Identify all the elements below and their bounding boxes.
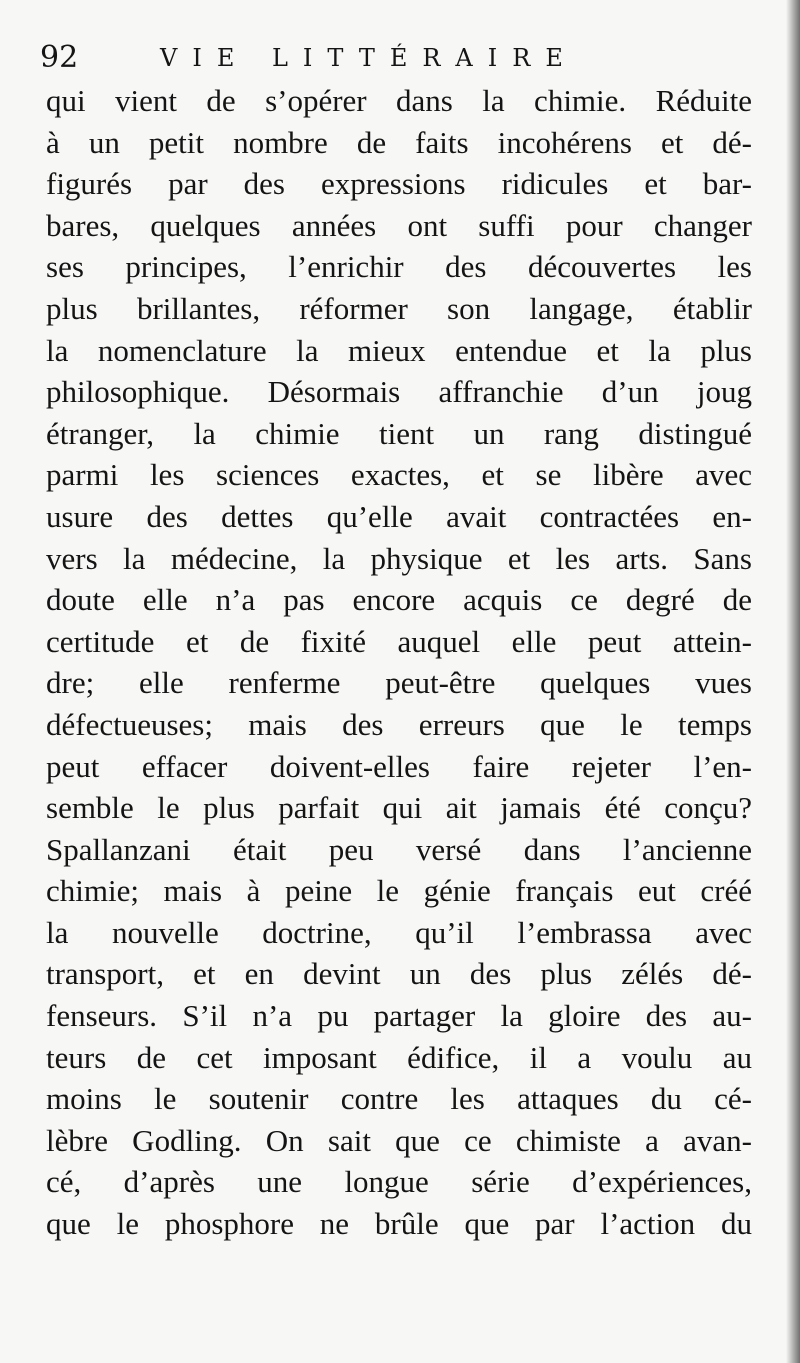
text-line: chimie; mais à peine le génie français eut créé: [46, 873, 752, 909]
text-line: transport, et en devint un des plus zélés dé-: [46, 956, 752, 992]
text-line: peut effacer doivent-elles faire rejeter l’en-: [46, 748, 752, 784]
text-line: étranger, la chimie tient un rang distingué: [46, 415, 752, 451]
text-line: dre; elle renferme peut-être quelques vues: [46, 665, 752, 701]
text-line: usure des dettes qu’elle avait contractées en-: [46, 498, 752, 534]
text-line: qui vient de s’opérer dans la chimie. Réduite: [46, 83, 752, 118]
page-number: 92: [40, 40, 79, 75]
text-line: bares, quelques années ont suffi pour changer: [46, 207, 752, 243]
text-line: ses principes, l’enrichir des découvertes les: [46, 249, 752, 285]
text-line: cé, d’après une longue série d’expériences,: [46, 1164, 752, 1200]
text-line: Spallanzani était peu versé dans l’ancienne: [46, 831, 752, 867]
text-line: fenseurs. S’il n’a pu partager la gloire des au-: [46, 998, 752, 1034]
text-line: certitude et de fixité auquel elle peut attein-: [46, 623, 752, 659]
text-line: moins le soutenir contre les attaques du cé-: [46, 1081, 752, 1117]
text-line: figurés par des expressions ridicules et bar-: [46, 166, 752, 202]
text-line: plus brillantes, réformer son langage, établir: [46, 290, 752, 326]
text-line: la nomenclature la mieux entendue et la plus: [46, 332, 752, 368]
page-header: [40, 38, 760, 78]
text-line: doute elle n’a pas encore acquis ce degré de: [46, 582, 752, 618]
page-edge-shadow: [786, 0, 800, 1363]
body-text: [46, 80, 752, 1245]
text-line: semble le plus parfait qui ait jamais été conçu?: [46, 790, 752, 826]
text-line: lèbre Godling. On sait que ce chimiste a avan-: [46, 1122, 752, 1158]
text-line: à un petit nombre de faits incohérens et dé-: [46, 124, 752, 160]
text-line: vers la médecine, la physique et les arts. Sans: [46, 540, 752, 576]
running-head: VIE LITTÉRAIRE: [160, 44, 578, 72]
text-line: la nouvelle doctrine, qu’il l’embrassa avec: [46, 914, 752, 950]
text-line: parmi les sciences exactes, et se libère avec: [46, 457, 752, 493]
text-line: teurs de cet imposant édifice, il a voulu au: [46, 1039, 752, 1075]
text-line: défectueuses; mais des erreurs que le temps: [46, 706, 752, 742]
text-line: philosophique. Désormais affranchie d’un joug: [46, 374, 752, 410]
text-line: que le phosphore ne brûle que par l’action du: [46, 1206, 752, 1242]
